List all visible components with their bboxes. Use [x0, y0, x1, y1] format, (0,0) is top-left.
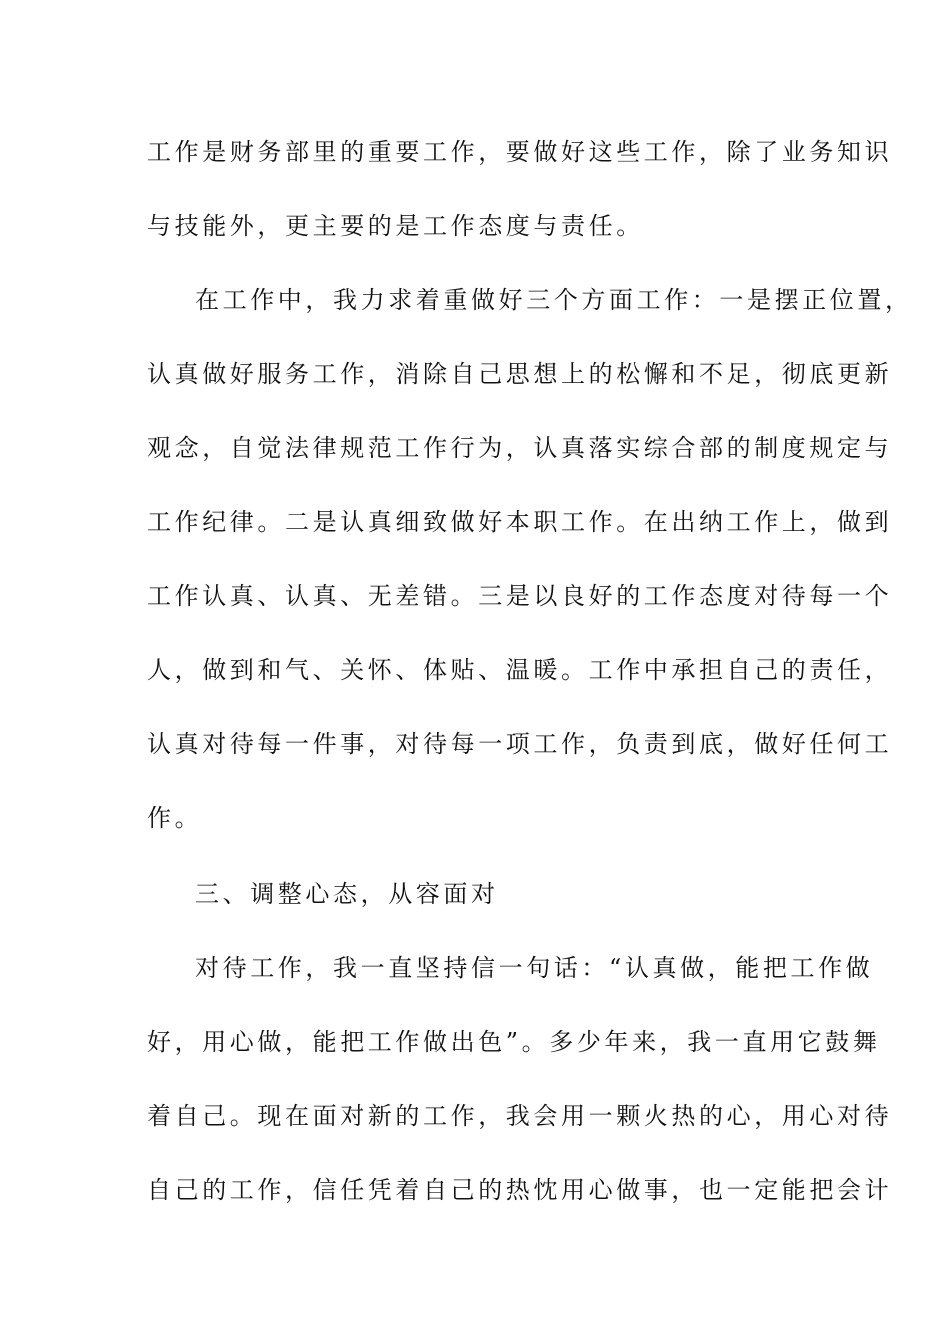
paragraph-line: 自己的工作，信任凭着自己的热忱用心做事，也一定能把会计	[147, 1176, 893, 1204]
paragraph-line: 作。	[147, 804, 203, 832]
paragraph-line: 与技能外，更主要的是工作态度与责任。	[147, 212, 644, 240]
paragraph-line: 工作是财务部里的重要工作，要做好这些工作，除了业务知识	[147, 138, 893, 166]
paragraph-line: 好，用心做，能把工作做出色”。多少年来，我一直用它鼓舞	[147, 1028, 881, 1056]
paragraph-line: 认真对待每一件事，对待每一项工作，负责到底，做好任何工	[147, 730, 893, 758]
paragraph-line: 对待工作，我一直坚持信一句话：“认真做，能把工作做	[195, 954, 874, 982]
paragraph-line: 工作纪律。二是认真细致做好本职工作。在出纳工作上，做到	[147, 508, 893, 536]
paragraph-line: 在工作中，我力求着重做好三个方面工作：一是摆正位置，	[195, 286, 913, 314]
paragraph-line: 着自己。现在面对新的工作，我会用一颗火热的心，用心对待	[147, 1102, 893, 1130]
paragraph-line: 人，做到和气、关怀、体贴、温暖。工作中承担自己的责任，	[147, 656, 893, 684]
section-heading: 三、调整心态，从容面对	[195, 880, 499, 908]
paragraph-line: 工作认真、认真、无差错。三是以良好的工作态度对待每一个	[147, 582, 893, 610]
paragraph-line: 观念，自觉法律规范工作行为，认真落实综合部的制度规定与	[147, 434, 893, 462]
paragraph-line: 认真做好服务工作，消除自己思想上的松懈和不足，彻底更新	[147, 360, 893, 388]
